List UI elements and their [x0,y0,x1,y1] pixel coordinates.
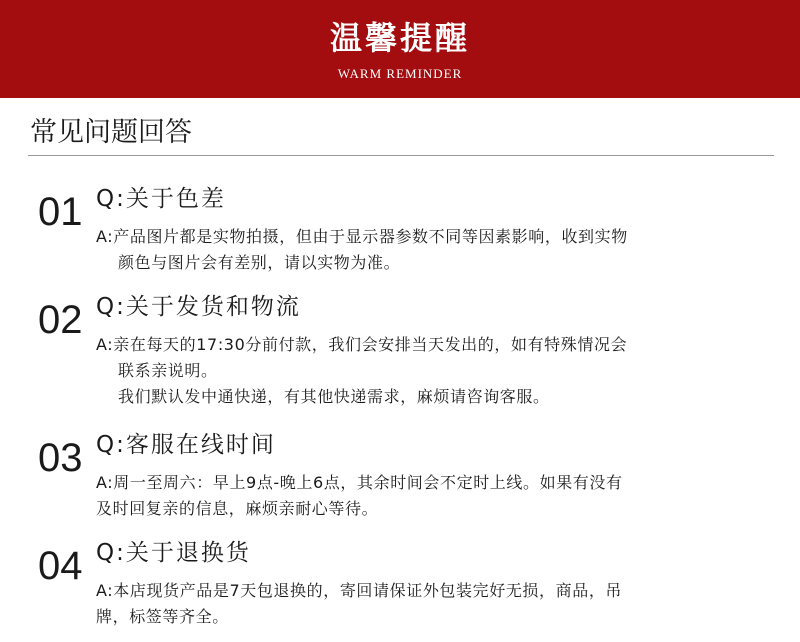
faq-number: 02 [38,298,83,342]
faq-answer [96,224,768,276]
faq-question: Q:客服在线时间 [96,432,276,458]
faq-number: 01 [38,190,83,234]
banner-subtitle: WARM REMINDER [337,66,463,81]
faq-answer [96,332,768,410]
header-banner [0,0,800,98]
faq-answer-line: A:本店现货产品是7天包退换的，寄回请保证外包装完好无损，商品，吊 [96,581,623,600]
section-title: 常见问题回答 [30,117,192,148]
faq-answer-line: 我们默认发中通快递，有其他快递需求，麻烦请咨询客服。 [118,387,550,406]
faq-answer-line: 联系亲说明。 [118,361,218,380]
faq-question: Q:关于发货和物流 [96,294,301,320]
faq-number: 04 [38,544,83,588]
faq-answer-line: 及时回复亲的信息，麻烦亲耐心等待。 [96,499,379,518]
faq-answer-line: A:亲在每天的17:30分前付款，我们会安排当天发出的，如有特殊情况会 [96,335,628,354]
faq-answer-line: 颜色与图片会有差别，请以实物为准。 [118,253,401,272]
faq-answer-line: 牌，标签等齐全。 [96,607,229,626]
faq-question: Q:关于色差 [96,186,226,212]
faq-question: Q:关于退换货 [96,540,251,566]
banner-title: 温馨提醒 [329,19,470,57]
faq-answer-line: A:周一至周六：早上9点-晚上6点，其余时间会不定时上线。如果有没有 [96,473,623,492]
faq-answer [96,578,768,630]
faq-answer-line: A:产品图片都是实物拍摄，但由于显示器参数不同等因素影响，收到实物 [96,227,628,246]
faq-answer [96,470,768,522]
section-divider [28,155,774,156]
faq-number: 03 [38,436,83,480]
